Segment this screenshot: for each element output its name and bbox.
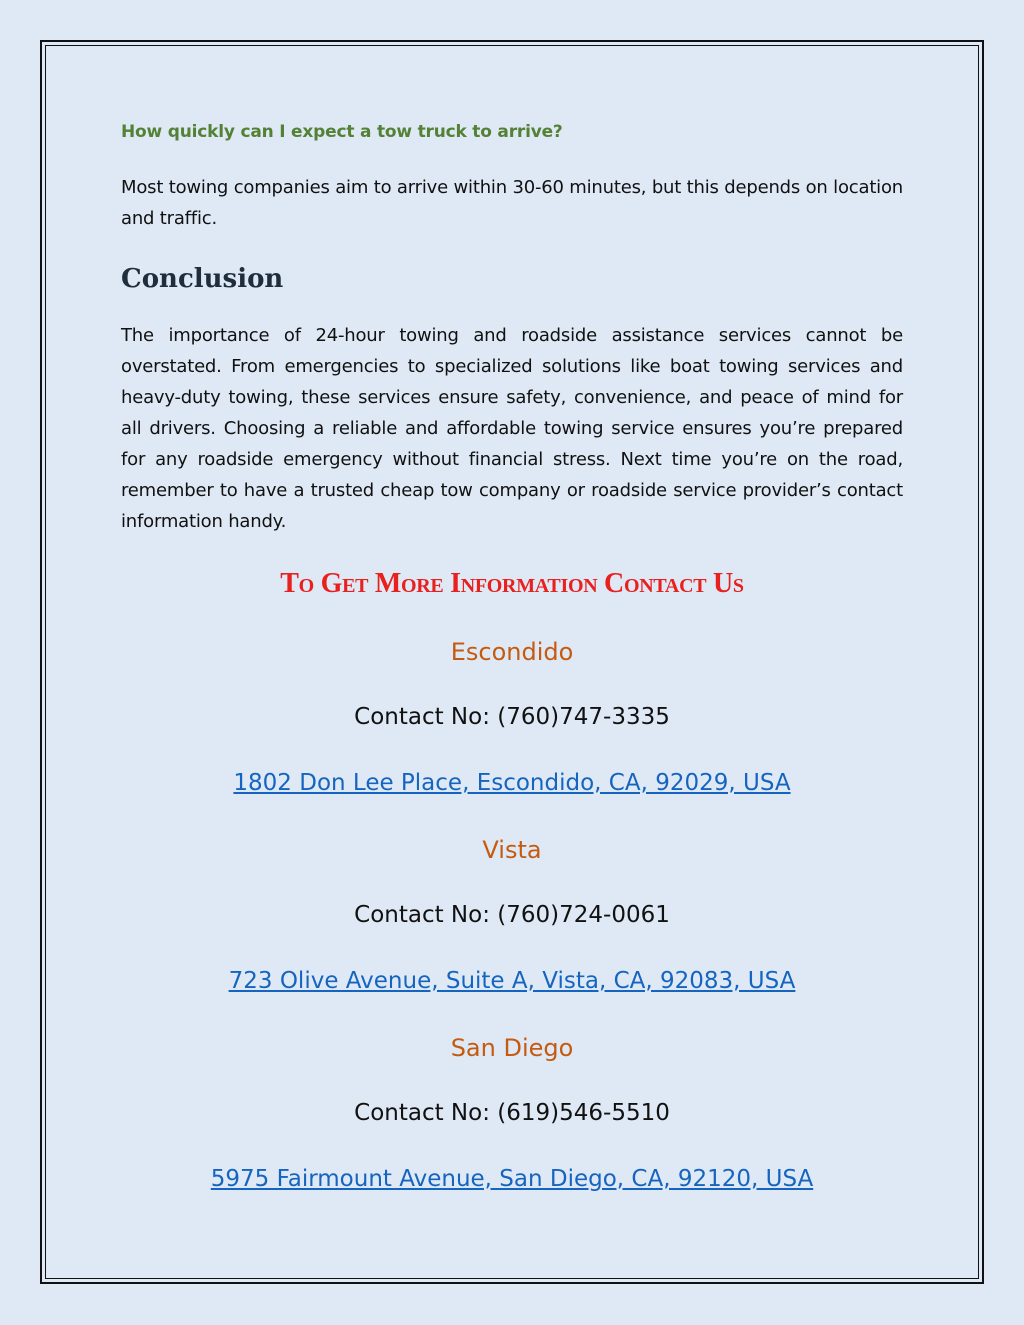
location-name-escondido: Escondido — [450, 638, 574, 666]
address-row-vista — [0, 968, 1024, 994]
contact-number-vista: Contact No: (760)724-0061 — [354, 902, 670, 928]
contact-number-escondido: Contact No: (760)747-3335 — [354, 704, 670, 730]
location-name-san-diego: San Diego — [450, 1034, 574, 1062]
faq-question: How quickly can I expect a tow truck to arrive? — [121, 122, 563, 142]
address-row-escondido — [0, 770, 1024, 796]
conclusion-paragraph: The importance of 24-hour towing and roadside assistance services cannot be overstated. From emergencies to specialized solutions like boat towing services and heavy-duty towing, these services ensure safety, convenience, and peace of mind for all drivers. Choosing a reliable and affordable towing service ensures you’re prepared for any roadside emergency without financial stress. Next time you’re on the road, remember to have a trusted cheap tow company or roadside service provider’s contact information handy. — [121, 325, 903, 532]
address-link-escondido[interactable]: 1802 Don Lee Place, Escondido, CA, 92029, USA — [233, 770, 791, 796]
location-name-vista: Vista — [482, 836, 542, 864]
address-link-san-diego[interactable]: 5975 Fairmount Avenue, San Diego, CA, 92120, USA — [210, 1166, 814, 1192]
faq-answer: Most towing companies aim to arrive within 30-60 minutes, but this depends on location and traffic. — [121, 177, 903, 229]
contact-cta-heading: To Get More Information Contact Us — [280, 568, 744, 599]
conclusion-heading: Conclusion — [121, 264, 284, 294]
contact-number-san-diego: Contact No: (619)546-5510 — [354, 1100, 670, 1126]
address-row-san-diego — [0, 1166, 1024, 1192]
address-link-vista[interactable]: 723 Olive Avenue, Suite A, Vista, CA, 92083, USA — [228, 968, 796, 994]
